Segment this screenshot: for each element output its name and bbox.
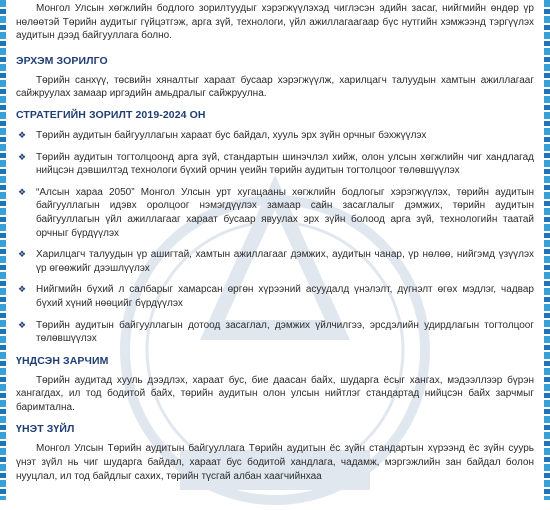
diamond-bullet-icon: ❖ bbox=[18, 319, 27, 330]
diamond-bullet-icon: ❖ bbox=[18, 249, 27, 260]
strategy-item bbox=[16, 151, 534, 178]
strategy-item-text: Нийгмийн бүхий л салбарыг хамарсан өргөн хүрээний асуудалд үнэлэлт, дүгнэлт өгөх мэдлэг, чадвар бүхий хүний нөөцийг бүрдүүлэх bbox=[36, 284, 534, 309]
strategy-list bbox=[16, 129, 534, 346]
diamond-bullet-icon: ❖ bbox=[18, 186, 27, 197]
strategy-item-text: Төрийн аудитын байгууллагын хараат бус байдал, хууль эрх зүйн орчныг бэхжүүлэх bbox=[36, 129, 427, 141]
strategy-item bbox=[16, 319, 534, 346]
strategy-item bbox=[16, 129, 534, 143]
strategy-item bbox=[16, 186, 534, 240]
values-heading: ҮНЭТ ЗҮЙЛ bbox=[16, 423, 75, 436]
left-border-ornament bbox=[0, 0, 6, 500]
strategy-item-text: “Алсын хараа 2050” Монгол Улсын урт хугацааны хөгжлийн бодлогыг хэрэгжүүлэх, төрийн аудитын байгууллагын идэвх оролцоог нэмэгдүүлэх замаар сайн засаглалыг дэмжих, төрийн аудитын байгууллагын үйл ажиллагааг хараат бусаар явуулах эрх зүйн болоод арга зүй, технологийн таатай орчныг бүрдүүлэх bbox=[36, 186, 534, 239]
diamond-bullet-icon: ❖ bbox=[18, 129, 27, 140]
strategy-item-text: Төрийн аудитын байгууллагын дотоод засаглал, дэмжих үйлчилгээ, эрсдэлийн удирдлагын тогтолцоог төлөвшүүлэх bbox=[36, 319, 534, 345]
principle-paragraph: Төрийн аудитад хууль дээдлэх, хараат бус, бие даасан байх, шударга ёсыг хангах, мэдээллээр бүрэн хангагдах, ил тод бодитой байх, төрийн аудитын олон улсын нийтлэг стандартад нийцсэн байх зарчмыг баримтална. bbox=[16, 374, 534, 413]
right-border-ornament bbox=[544, 0, 550, 500]
strategy-item-text: Харилцагч талуудын үр ашигтай, хамтын ажиллагааг дэмжих, аудитын чанар, үр нөлөө, нийгэмд үзүүлэх үр өгөөжийг дээшлүүлэх bbox=[36, 249, 534, 274]
mission-paragraph: Төрийн санхүү, төсвийн хяналтыг хараат бусаар хэрэгжүүлж, харилцагч талуудын хамтын ажиллагааг сайжруулах замаар иргэдийн амьдралыг сайжруулна. bbox=[16, 74, 534, 100]
mission-heading: ЭРХЭМ ЗОРИЛГО bbox=[16, 54, 108, 67]
vision-paragraph: Монгол Улсын хөгжлийн бодлого зорилтуудыг хэрэгжүүлэхэд чиглэсэн эдийн засаг, нийгмийн өндөр үр нөлөөтэй Төрийн аудитыг гүйцэтгэж, арга зүй, технологи, үйл ажиллагаагаар бүс нутгийн хэмжээнд тэргүүлэх аудитын дээд байгууллага болно. bbox=[16, 3, 534, 42]
strategy-item-text: Төрийн аудитын тогтолцоонд арга зүй, стандартын шинэчлэл хийж, олон улсын хөгжлийн чиг хандлагад нийцсэн дэвшилтэд технологи бүхий орчин үеийн төрийн аудитын тогтолцоог төлөвшүүлэх bbox=[36, 151, 534, 177]
strategy-item bbox=[16, 248, 534, 275]
document-body bbox=[16, 0, 534, 483]
diamond-bullet-icon: ❖ bbox=[18, 151, 27, 162]
diamond-bullet-icon: ❖ bbox=[18, 284, 27, 295]
values-paragraph: Монгол Улсын Төрийн аудитын байгууллага Төрийн аудитын ёс зүйн стандартын хүрээнд ёс зүйн суурь үнэт зүйл нь чиг шударга байдал, хараат бус бодитой хандлага, чадамж, мэргэжлийн зан байдал болон нууцлал, ил тод байдлыг сахих, төрийн түсгай албан хаагчийнхаа bbox=[16, 443, 534, 482]
principle-heading: ҮНДСЭН ЗАРЧИМ bbox=[16, 354, 109, 367]
strategy-item bbox=[16, 283, 534, 310]
strategy-heading: СТРАТЕГИЙН ЗОРИЛТ 2019-2024 ОН bbox=[16, 108, 206, 121]
